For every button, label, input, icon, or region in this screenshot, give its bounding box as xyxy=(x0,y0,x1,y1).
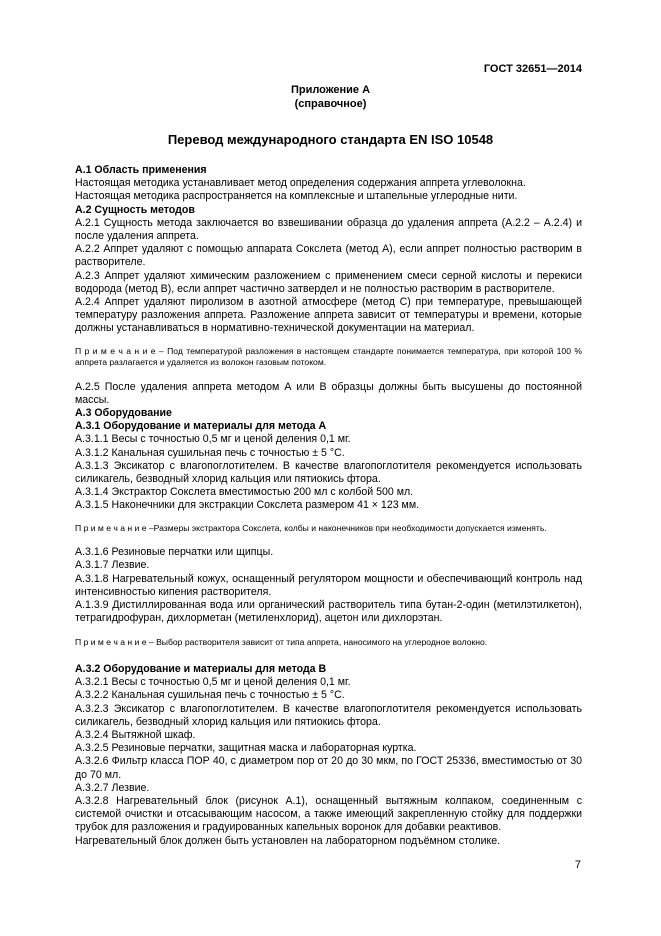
note-text: – Выбор растворителя зависит от типа аппрета, наносимого на углеродное волокно. xyxy=(146,637,488,648)
note-text: – Под температурой разложения в настоящем стандарте понимается температура, при которой 100 % аппрета разлагается и удаляется из волокон газовым потоком. xyxy=(75,345,583,368)
body-paragraph: А.3.1.4 Экстрактор Сокслета вместимостью 200 мл с колбой 500 мл. xyxy=(75,486,414,499)
page-number: 7 xyxy=(574,859,581,871)
body-paragraph: А.3.2.4 Вытяжной шкаф. xyxy=(75,728,196,741)
body-paragraph: Настоящая методика распространяется на комплексные и штапельные углеродные нити. xyxy=(75,190,518,203)
document-title: Перевод международного стандарта EN ISO 10548 xyxy=(167,132,494,147)
body-paragraph: А.3.1.2 Канальная сушильная печь с точностью ± 5 °С. xyxy=(75,446,345,459)
body-paragraph: А.3.2.1 Весы с точностью 0,5 мг и ценой деления 0,1 мг. xyxy=(75,676,351,689)
body-paragraph: А.3.2.3 Эксикатор с влагопоглотителем. В качестве влагопоглотителя рекомендуется использовать силикагель, безводный хлорид кальция или пятиокись фтора. xyxy=(75,702,582,728)
body-paragraph: А.1.3.9 Дистиллированная вода или органический растворитель типа бутан-2-один (метилэтилкетон), тетрагидрофуран, дихлорметан (метиленхлорид), ацетон или дихлорэтан. xyxy=(75,598,582,625)
body-paragraph: А.3.1.1 Весы с точностью 0,5 мг и ценой деления 0,1 мг. xyxy=(75,433,351,446)
annex-title: Приложение А xyxy=(290,84,371,96)
body-paragraph: А.3.1.5 Наконечники для экстракции Сокслета размером 41 × 123 мм. xyxy=(75,499,420,512)
body-paragraph: А.3.2.8 Нагревательный блок (рисунок А.1), оснащенный вытяжным колпаком, соединенным с системой очистки и отсасывающим насосом, а также имеющий закрепленную стойку для поддержки трубок для разложения и градуированных капельных воронок для добавки реактивов. xyxy=(75,794,582,834)
note-label: П р и м е ч а н и е xyxy=(75,345,156,356)
body-paragraph: А.2.1 Сущность метода заключается во взвешивании образца до удаления аппрета (А.2.2 – А.2.4) и после удаления аппрета. xyxy=(75,216,582,243)
body-paragraph: А.3.1.6 Резиновые перчатки или щипцы. xyxy=(75,546,274,559)
document-body xyxy=(75,164,582,848)
body-paragraph: А.3.2.2 Канальная сушильная печь с точностью ± 5 °С. xyxy=(75,689,345,702)
section-heading: А.3.1 Оборудование и материалы для метода А xyxy=(75,420,327,433)
body-paragraph: А.2.2 Аппрет удаляют с помощью аппарата Сокслета (метод А), если аппрет полностью растворим в растворителе. xyxy=(75,243,582,269)
document-id: ГОСТ 32651—2014 xyxy=(483,63,582,75)
section-heading: А.3 Оборудование xyxy=(75,407,172,420)
annex-subtitle: (справочное) xyxy=(294,97,367,110)
body-paragraph: А.3.1.7 Лезвие. xyxy=(75,559,150,572)
body-paragraph: А.2.5 После удаления аппрета методом А или В образцы должны быть высушены до постоянной массы. xyxy=(75,380,582,406)
section-heading: А.1 Область применения xyxy=(75,164,207,176)
note-label: П р и м е ч а н и е xyxy=(75,522,147,533)
body-paragraph: А.2.3 Аппрет удаляют химическим разложением с применением смеси серной кислоты и перекиси водорода (метод В), если аппрет частично затвердел и не полностью растворим в растворителе. xyxy=(75,269,582,295)
section-heading: А.3.2 Оборудование и материалы для метода В xyxy=(75,662,327,675)
body-paragraph: А.3.1.3 Эксикатор с влагопоглотителем. В качестве влагопоглотителя рекомендуется использовать силикагель, безводный хлорид кальция или пятиокись фтора. xyxy=(75,459,582,486)
note-paragraph xyxy=(75,346,582,369)
body-paragraph: Настоящая методика устанавливает метод определения содержания аппрета углеволокна. xyxy=(75,177,526,190)
note-paragraph xyxy=(75,523,582,535)
note-label: П р и м е ч а н и е xyxy=(75,637,147,648)
body-paragraph: А.3.2.5 Резиновые перчатки, защитная маска и лабораторная куртка. xyxy=(75,742,417,755)
section-heading: А.2 Сущность методов xyxy=(75,203,195,216)
note-paragraph xyxy=(75,637,582,649)
note-text: –Размеры экстрактора Сокслета, колбы и наконечников при необходимости допускается изменять. xyxy=(146,522,547,533)
body-paragraph: А.3.2.6 Фильтр класса ПОР 40, с диаметром пор от 20 до 30 мкм, по ГОСТ 25336, вместимостью от 30 до 70 мл. xyxy=(75,755,582,781)
body-paragraph: А.3.1.8 Нагревательный кожух, оснащенный регулятором мощности и обеспечивающий контроль над интенсивностью кипения растворителя. xyxy=(75,572,582,598)
body-paragraph: Нагревательный блок должен быть установлен на лабораторном подъёмном столике. xyxy=(75,834,501,847)
body-paragraph: А.3.2.7 Лезвие. xyxy=(75,781,150,794)
body-paragraph: А.2.4 Аппрет удаляют пиролизом в азотной атмосфере (метод С) при температуре, превышающей температуру разложения аппрета. Разложение аппрета зависит от температуры и времени, которые должны устанавливаться в нормативно-технической документации на материал. xyxy=(75,296,582,335)
annex-heading xyxy=(0,84,661,111)
